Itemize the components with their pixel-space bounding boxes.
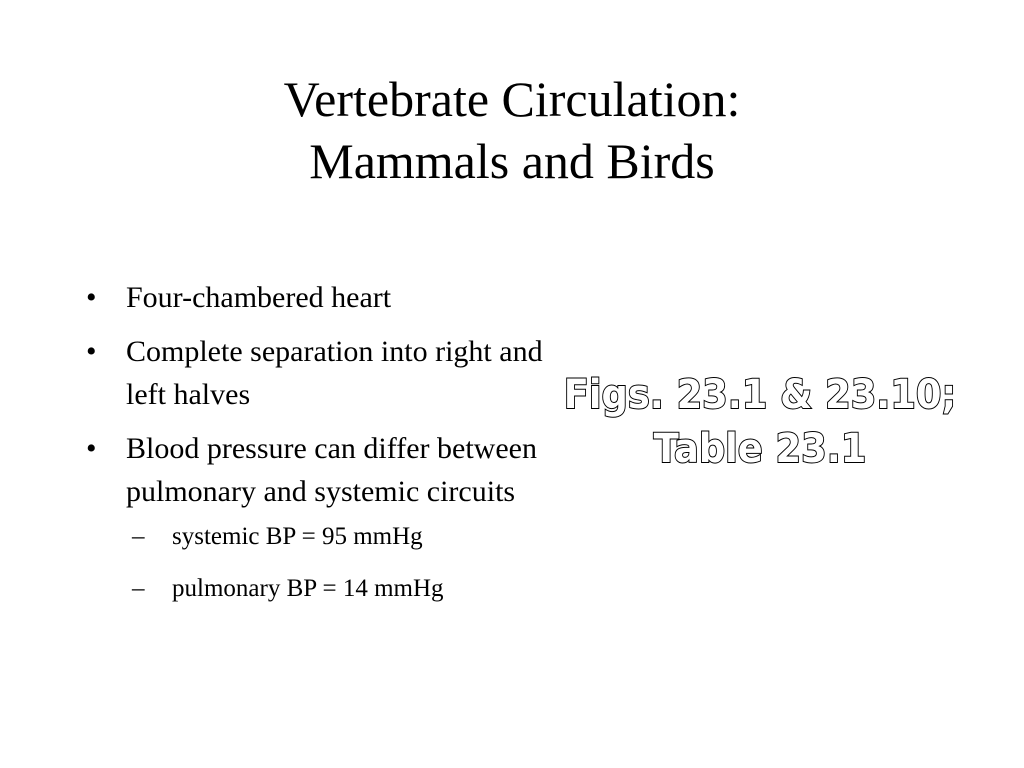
bullet-text: Complete separation into right and left halves	[126, 335, 543, 411]
figure-reference-line-2: Table 23.1	[653, 426, 867, 472]
sub-bullet-list	[126, 521, 556, 605]
figure-reference-line-1: Figs. 23.1 & 23.10;	[563, 372, 957, 418]
slide-title-line-1: Vertebrate Circulation:	[283, 71, 741, 127]
sub-bullet-item	[126, 521, 556, 553]
sub-bullet-item	[126, 573, 556, 605]
bullet-dot-icon: •	[86, 281, 97, 314]
bullet-item	[86, 330, 556, 416]
bullet-item	[86, 427, 556, 605]
dash-icon: –	[132, 523, 145, 550]
bullet-item	[86, 276, 556, 319]
slide-title-line-2: Mammals and Birds	[309, 133, 715, 189]
sub-bullet-text: pulmonary BP = 14 mmHg	[172, 575, 444, 602]
slide-title	[0, 68, 1024, 192]
bullet-text: Blood pressure can differ between pulmonary and systemic circuits	[126, 432, 537, 508]
sub-bullet-text: systemic BP = 95 mmHg	[172, 523, 423, 550]
bullet-dot-icon: •	[86, 432, 97, 465]
figure-reference	[558, 368, 963, 476]
bullet-dot-icon: •	[86, 335, 97, 368]
dash-icon: –	[132, 575, 145, 602]
bullet-list	[86, 276, 556, 625]
bullet-text: Four-chambered heart	[126, 281, 392, 314]
